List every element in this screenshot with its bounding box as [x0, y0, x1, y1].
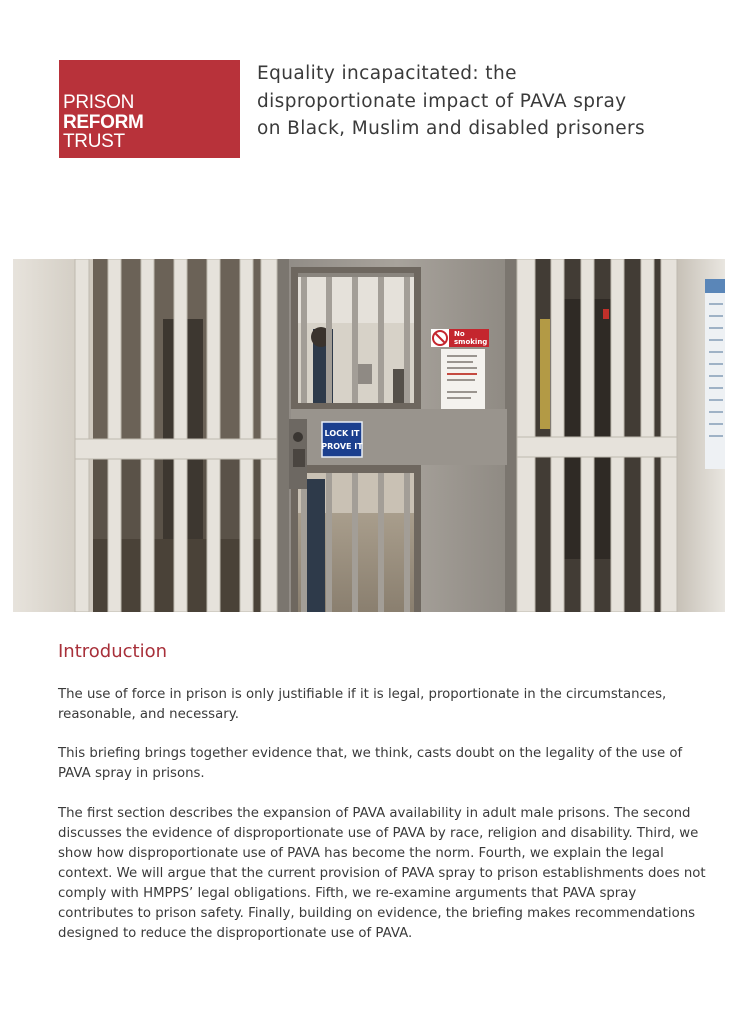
sign-no-smoking-line2: smoking — [454, 338, 488, 346]
prison-gate-illustration — [13, 259, 725, 612]
intro-paragraph-3 — [58, 804, 706, 944]
title-line-2: disproportionate impact of PAVA spray — [257, 90, 627, 112]
paragraph-line: show how disproportionate use of PAVA has become the norm. Fourth, we explain the legal — [58, 846, 664, 861]
section-heading-introduction: Introduction — [58, 641, 168, 662]
paragraph-line: discusses the evidence of disproportionate use of PAVA by race, religion and disability. Third, we — [58, 826, 699, 841]
prison-gate-photo — [13, 259, 725, 612]
paragraph-line: PAVA spray in prisons. — [58, 766, 205, 781]
sign-prove-it: PROVE IT — [321, 442, 363, 451]
paragraph-line: contributes to prison safety. Finally, building on evidence, the briefing makes recommendations — [58, 906, 696, 921]
title-line-1: Equality incapacitated: the — [257, 63, 517, 84]
paragraph-line: The use of force in prison is only justifiable if it is legal, proportionate in the circumstances, — [58, 687, 667, 702]
logo-line-trust: TRUST — [63, 131, 125, 152]
intro-paragraph-1 — [58, 685, 678, 725]
paragraph-line: context. We will argue that the current provision of PAVA spray to prison establishments does not — [58, 866, 706, 881]
paragraph-line: This briefing brings together evidence that, we think, casts doubt on the legality of the use of — [58, 746, 683, 761]
paragraph-line: comply with HMPPS’ legal obligations. Fifth, we re-examine arguments that PAVA spray — [58, 886, 637, 901]
paragraph-line: designed to reduce the disproportionate use of PAVA. — [58, 926, 413, 941]
sign-no-smoking-line1: No — [454, 330, 465, 338]
title-line-3: on Black, Muslim and disabled prisoners — [257, 118, 646, 139]
sign-lock-it: LOCK IT — [324, 429, 360, 438]
paragraph-line: reasonable, and necessary. — [58, 707, 239, 722]
logo-line-prison: PRISON — [63, 92, 135, 113]
intro-paragraph-2 — [58, 744, 683, 784]
logo-line-reform: REFORM — [63, 111, 144, 133]
prison-reform-trust-logo — [59, 60, 240, 158]
document-title — [257, 60, 697, 143]
paragraph-line: The first section describes the expansion of PAVA availability in adult male prisons. The second — [58, 806, 691, 821]
